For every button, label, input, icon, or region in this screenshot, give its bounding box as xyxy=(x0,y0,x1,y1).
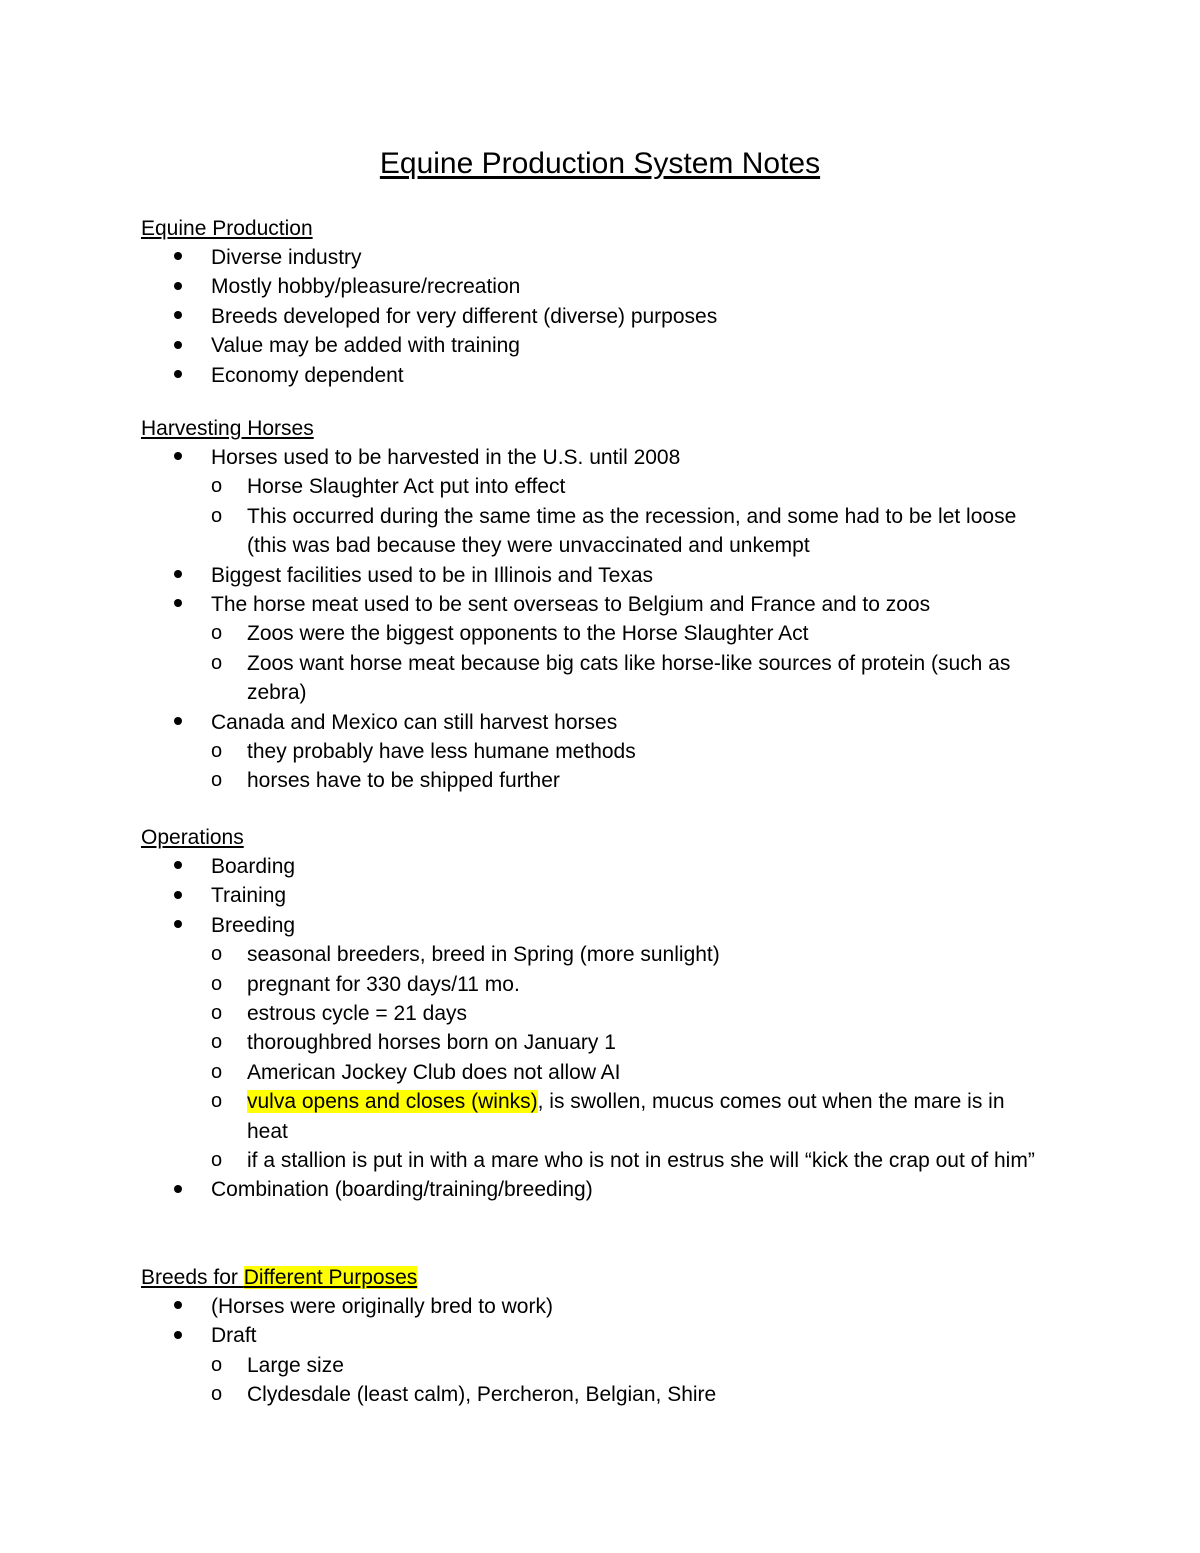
sub-bullet-icon: o xyxy=(211,1090,223,1113)
list-item-text: Zoos were the biggest opponents to the Horse Slaughter Act xyxy=(247,622,809,646)
list-item-text: Boarding xyxy=(211,855,296,878)
section-heading-text: Harvesting Horses xyxy=(141,417,314,440)
sub-list-item xyxy=(141,619,1050,648)
sub-bullet-icon: o xyxy=(211,1031,223,1054)
sub-bullet-icon: o xyxy=(211,1353,223,1376)
list-item-text: Draft xyxy=(211,1324,257,1348)
list-item-text: estrous cycle = 21 days xyxy=(247,1002,468,1026)
sub-list-item xyxy=(141,940,1050,969)
sub-list-item xyxy=(141,472,1050,501)
list-item-text: Training xyxy=(211,884,287,908)
bullet-icon xyxy=(174,243,182,272)
list-item-text: they probably have less humane methods xyxy=(247,740,636,764)
sub-bullet-icon: o xyxy=(211,1149,223,1172)
list-item xyxy=(141,1175,1050,1204)
list-item-text: The horse meat used to be sent overseas to Belgium and France and to zoos xyxy=(211,593,931,617)
list-item-text: thoroughbred horses born on January 1 xyxy=(247,1031,616,1055)
sub-list-item xyxy=(141,1380,1050,1409)
sub-bullet-icon: o xyxy=(211,475,223,498)
bullet-icon xyxy=(174,708,182,737)
list-item xyxy=(141,443,1050,472)
bullet-icon xyxy=(174,1175,182,1204)
list-item-text: pregnant for 330 days/11 mo. xyxy=(247,972,520,996)
list-item-text: Horses used to be harvested in the U.S. until 2008 xyxy=(211,446,681,469)
section-heading xyxy=(141,823,1050,852)
bullet-icon xyxy=(174,881,182,910)
list-item xyxy=(141,590,1050,619)
list-item-text-rest: , is swollen, mucus comes out when the mare is in heat xyxy=(247,1090,1005,1143)
sub-list-item xyxy=(141,1146,1050,1175)
section-breeds xyxy=(141,1263,1050,1410)
section-heading xyxy=(141,1263,1050,1292)
sub-list-item xyxy=(141,999,1050,1028)
sub-bullet-icon: o xyxy=(211,1002,223,1025)
section-harvesting-horses xyxy=(141,414,1050,796)
list-item-text: This occurred during the same time as the recession, and some had to be let loose (this was bad because they were unvaccinated and unkempt xyxy=(247,504,1017,558)
list-item-text: Value may be added with training xyxy=(211,334,520,358)
highlighted-text: vulva opens and closes (winks) xyxy=(247,1090,538,1114)
bullet-icon xyxy=(174,331,182,360)
document-title: Equine Production System Notes xyxy=(379,147,821,180)
sub-bullet-icon: o xyxy=(211,504,223,527)
list-item-text: Breeds developed for very different (diverse) purposes xyxy=(211,304,718,328)
section-equine-production xyxy=(141,214,1050,390)
sub-bullet-icon: o xyxy=(211,972,223,995)
bullet-icon xyxy=(174,1292,182,1321)
sub-list-item xyxy=(141,766,1050,795)
bullet-icon xyxy=(174,852,182,881)
sub-bullet-icon: o xyxy=(211,943,223,966)
list-item xyxy=(141,302,1050,331)
list-item xyxy=(141,852,1050,881)
list-item xyxy=(141,881,1050,910)
list-item-text xyxy=(247,1087,1050,1146)
list-item-text: Combination (boarding/training/breeding) xyxy=(211,1178,593,1202)
section-operations xyxy=(141,823,1050,1205)
sub-list-item xyxy=(141,1351,1050,1380)
list-item-text: if a stallion is put in with a mare who is not in estrus she will “kick the crap out of him” xyxy=(247,1149,1035,1173)
sub-bullet-icon: o xyxy=(211,1060,223,1083)
bullet-icon xyxy=(174,272,182,301)
list-item-text: Zoos want horse meat because big cats like horse-like sources of protein (such as zebra) xyxy=(247,651,1011,705)
section-heading xyxy=(141,214,1050,243)
sub-list-item xyxy=(141,502,1050,561)
list-item-text: Mostly hobby/pleasure/recreation xyxy=(211,275,521,299)
section-heading-text: Breeds for xyxy=(141,1266,244,1289)
sub-list-item xyxy=(141,737,1050,766)
sub-bullet-icon: o xyxy=(211,1383,223,1406)
bullet-icon xyxy=(174,302,182,331)
sub-bullet-icon: o xyxy=(211,769,223,792)
section-heading-text: Equine Production xyxy=(141,217,313,240)
list-item-text: Economy dependent xyxy=(211,363,404,387)
list-item-text: seasonal breeders, breed in Spring (more sunlight) xyxy=(247,943,720,967)
sub-list-item xyxy=(141,1058,1050,1087)
bullet-icon xyxy=(174,561,182,590)
list-item-text: Diverse industry xyxy=(211,246,362,269)
highlighted-heading-text: Different Purposes xyxy=(243,1266,418,1289)
list-item-text: Horse Slaughter Act put into effect xyxy=(247,475,566,499)
sub-bullet-icon: o xyxy=(211,622,223,645)
list-item xyxy=(141,911,1050,940)
bullet-icon xyxy=(174,361,182,390)
list-item xyxy=(141,708,1050,737)
list-item-text: Large size xyxy=(247,1353,344,1377)
list-item-text: (Horses were originally bred to work) xyxy=(211,1295,553,1318)
list-item xyxy=(141,272,1050,301)
list-item-text: Breeding xyxy=(211,913,296,937)
list-item xyxy=(141,331,1050,360)
list-item xyxy=(141,243,1050,272)
list-item xyxy=(141,1292,1050,1321)
section-heading xyxy=(141,414,1050,443)
bullet-icon xyxy=(174,1321,182,1350)
bullet-icon xyxy=(174,443,182,472)
list-item-text: horses have to be shipped further xyxy=(247,769,560,793)
list-item xyxy=(141,1321,1050,1350)
sub-bullet-icon: o xyxy=(211,740,223,763)
list-item-text: Canada and Mexico can still harvest horses xyxy=(211,710,618,734)
list-item xyxy=(141,561,1050,590)
sub-list-item xyxy=(141,1087,1050,1146)
bullet-icon xyxy=(174,590,182,619)
section-heading-text: Operations xyxy=(141,826,244,849)
list-item-text: American Jockey Club does not allow AI xyxy=(247,1060,621,1084)
sub-list-item xyxy=(141,970,1050,999)
sub-bullet-icon: o xyxy=(211,651,223,674)
sub-list-item xyxy=(141,1028,1050,1057)
list-item-text: Biggest facilities used to be in Illinois and Texas xyxy=(211,563,654,587)
list-item xyxy=(141,361,1050,390)
bullet-icon xyxy=(174,911,182,940)
sub-list-item xyxy=(141,649,1050,708)
list-item-text: Clydesdale (least calm), Percheron, Belgian, Shire xyxy=(247,1383,717,1407)
